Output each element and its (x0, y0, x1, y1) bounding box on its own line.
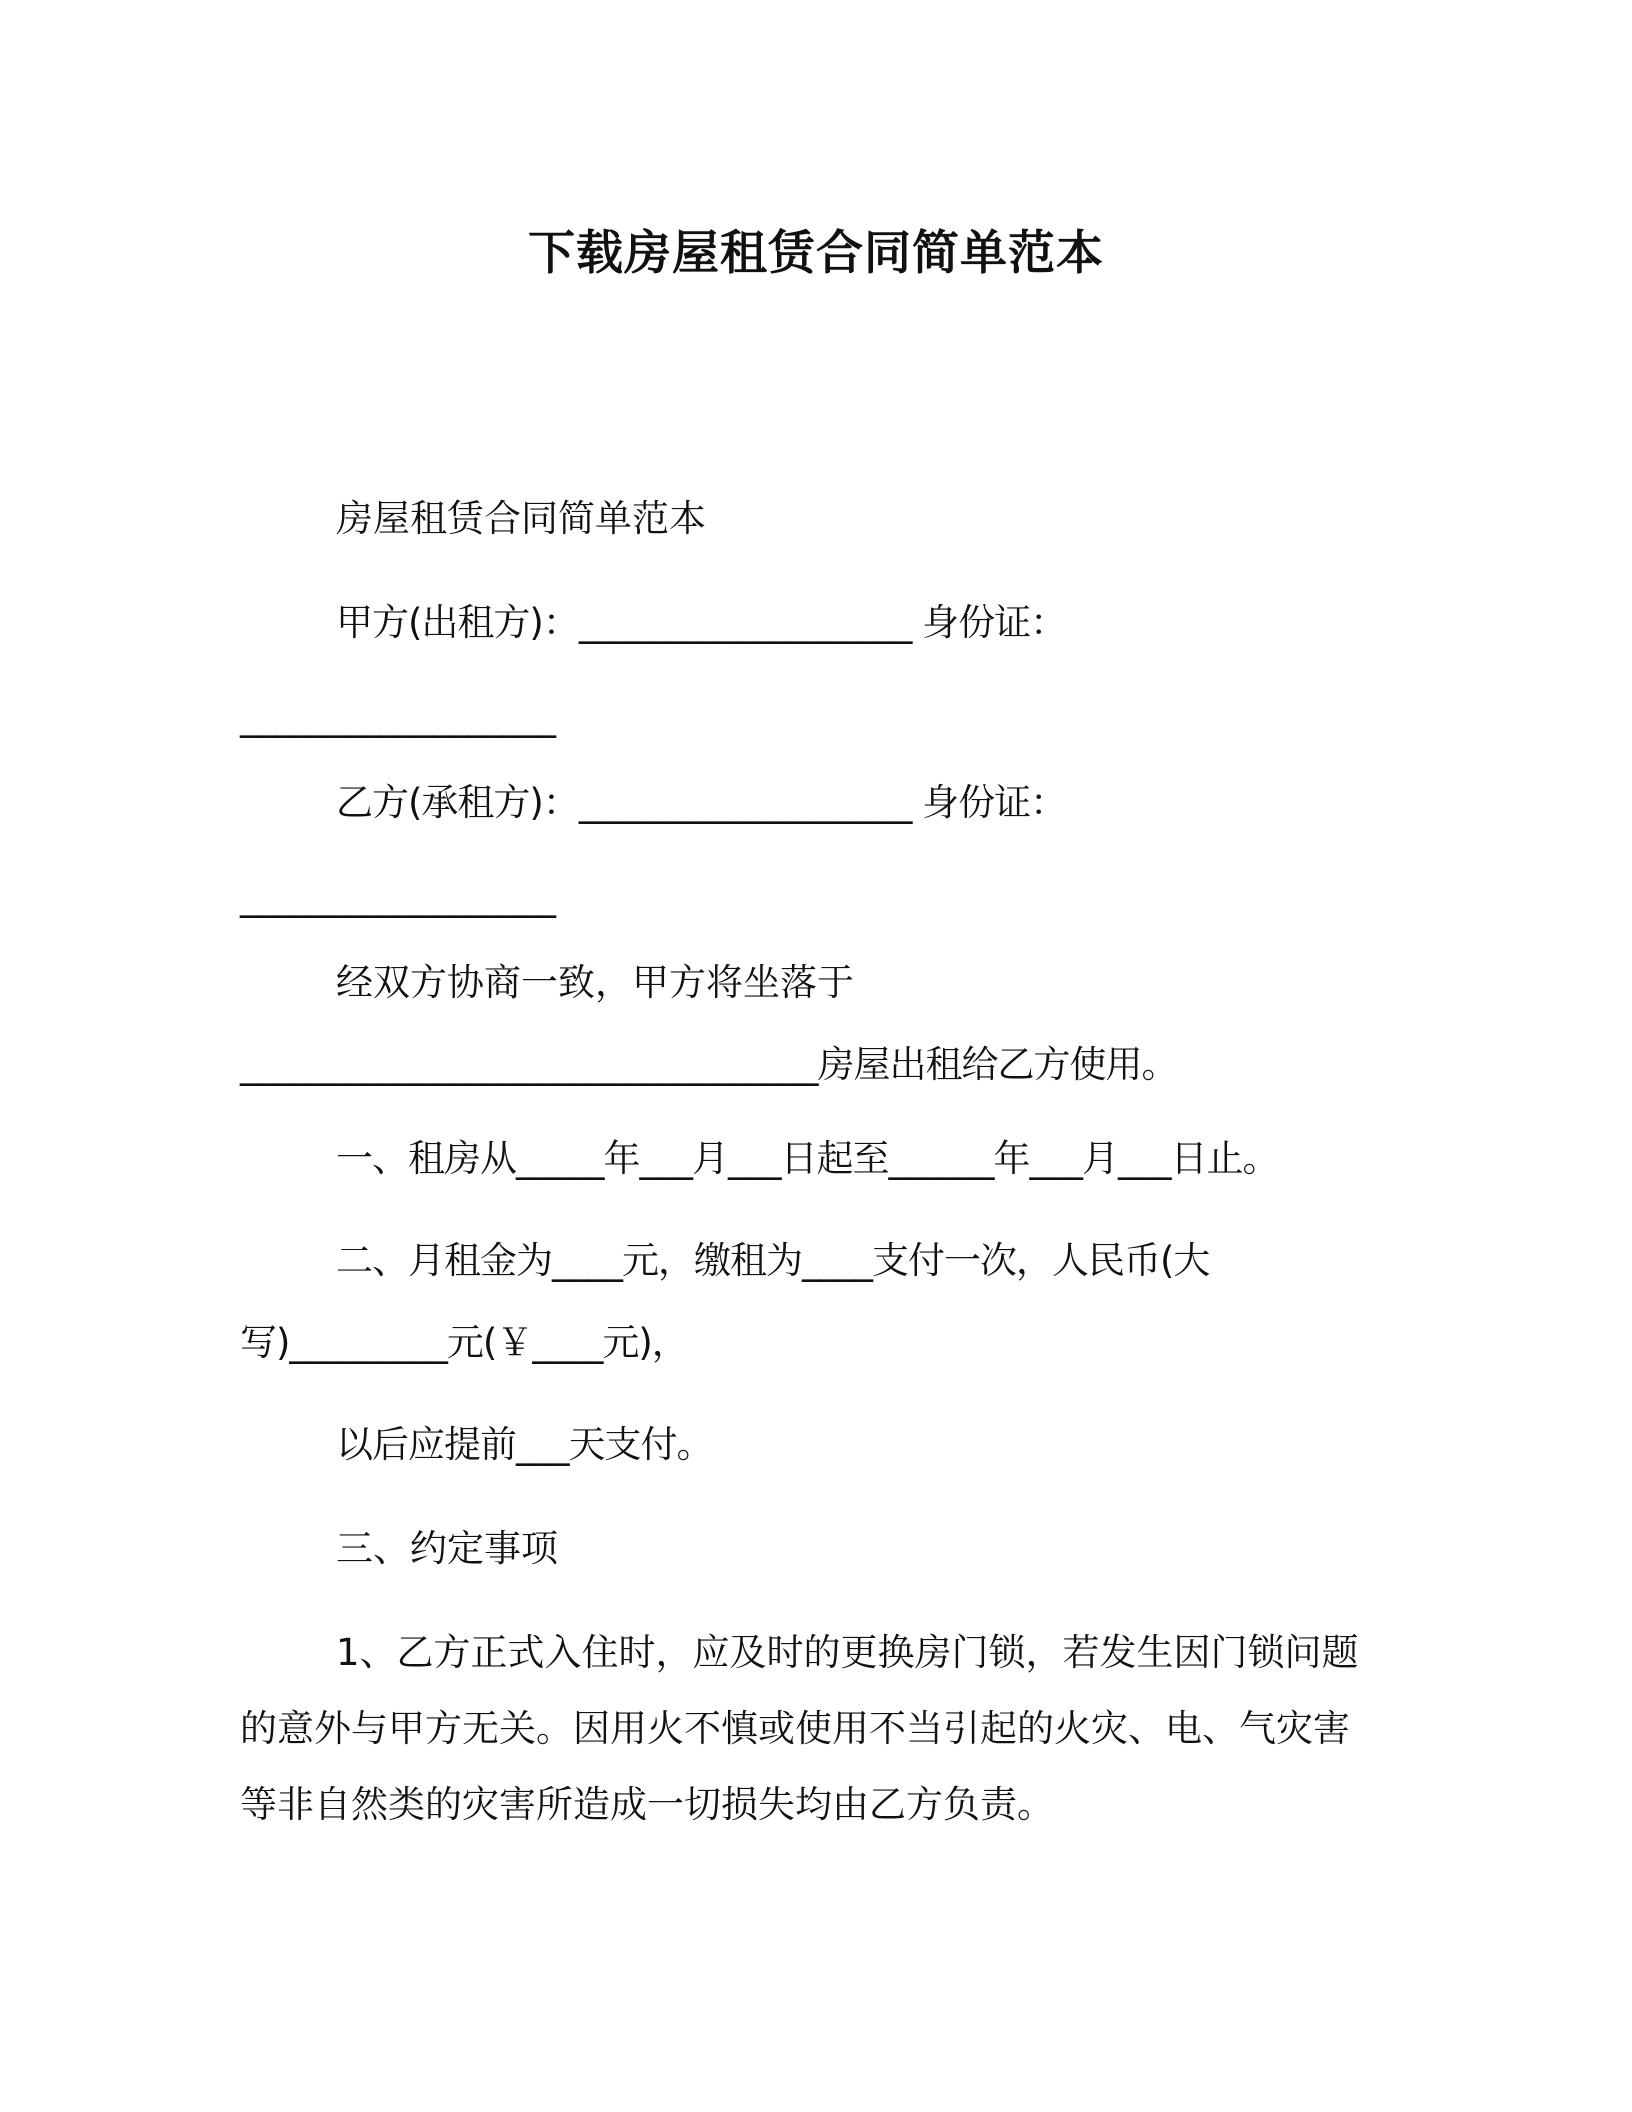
party-b-line: 乙方(承租方)：___________________ 身份证： (336, 781, 1067, 824)
rent-amount-line: 写)_________元(￥____元)， (240, 1321, 688, 1364)
term-line: 一、租房从_____年___月___日起至______年___月___日止。 (336, 1137, 1279, 1180)
clause-1-line-2: 的意外与甲方无关。因用火不慎或使用不当引起的火灾、电、气灾害 (240, 1707, 1350, 1750)
document-title: 下载房屋租赁合同简单范本 (528, 226, 1104, 281)
section-three-heading: 三、约定事项 (336, 1527, 558, 1570)
payment-advance-line: 以后应提前___天支付。 (336, 1423, 713, 1466)
clause-1-line-3: 等非自然类的灾害所造成一切损失均由乙方负责。 (240, 1783, 1054, 1826)
party-a-line: 甲方(出租方)：___________________ 身份证： (336, 601, 1067, 644)
subtitle-line: 房屋租赁合同简单范本 (336, 497, 706, 540)
rent-line: 二、月租金为____元，缴租为____支付一次，人民币(大 (336, 1239, 1210, 1282)
clause-1-line-1: 1、乙方正式入住时，应及时的更换房门锁，若发生因门锁问题 (336, 1631, 1359, 1674)
party-a-id-blank: __________________ (240, 695, 555, 738)
agreement-line: 经双方协商一致，甲方将坐落于 (336, 961, 854, 1004)
property-location-line: _________________________________房屋出租给乙方使用。 (240, 1043, 1178, 1086)
party-b-id-blank: __________________ (240, 875, 555, 918)
